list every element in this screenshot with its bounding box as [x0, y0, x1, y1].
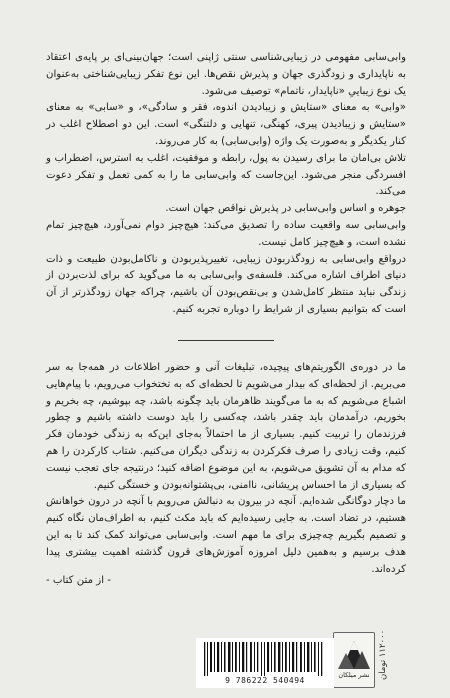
paragraph: وابی‌سابی مفهومی در زیبایی‌شناسی سنتی ژاپنی است؛ جهان‌بینی‌ای بر پایه‌ی اعتقاد به ناپایداری و زودگذری جهان و پذیرش نقص‌ها. این نوع تفکر زیبایی‌شناختی به‌عنوان یک نوع زیباییِ «ناپایدار، ناتمام» توصیف می‌شود.: [46, 52, 406, 97]
paragraph: ما دچار دوگانگی شده‌ایم. آنچه در بیرون به دنبالش می‌رویم با آنچه در درون خواهانش هستیم، در تضاد است. به جایی رسیده‌ایم که باید مکث کنیم، به اطراف‌مان نگاه کنیم و تصمیم بگیریم چه‌چیزی برای ما مهم است. وابی‌سابی می‌تواند کمک کند تا به این هدف برسیم و به‌همین دلیل امروزه آموزش‌های قرون گذشته اهمیت بیشتری پیدا کرده‌اند.: [46, 496, 406, 575]
barcode-icon: [202, 642, 328, 676]
paragraph: تلاش بی‌امان ما برای رسیدن به پول، رابطه و موفقیت، اغلب به استرس، اضطراب و افسردگی منجر می‌شود. این‌جاست که وابی‌سابی ما را به کمی تعمل و تفکر دعوت می‌کند.: [46, 152, 406, 198]
paragraph: وابی‌سابی سه واقعیت ساده را تصدیق می‌کند: هیچ‌چیز دوام نمی‌آورد، هیچ‌چیز تمام نشده است، و هیچ‌چیز کامل نیست.: [46, 219, 406, 248]
source-attribution: - از متن کتاب -: [46, 575, 111, 586]
intro-text-block: [46, 50, 406, 319]
paragraph: ما در دوره‌ی الگوریتم‌های پیچیده، تبلیغات آنی و حضور اطلاعات در همه‌جا به سر می‌بریم. از لحظه‌ای که بیدار می‌شویم تا لحظه‌ای که به تختخواب می‌رویم، با پیام‌هایی اشباع می‌شویم که به ما می‌گویند ظاهرمان باید چگونه باشد، چه بپوشیم، چه بخریم و بخوریم، درآمدمان باید چقدر باشد، چه‌کسی را باید دوست داشته باشیم و چطور فرزندمان را تربیت کنیم. بسیاری از ما احتمالاً به‌جای این‌که به زندگی خودمان فکر کنیم، وقت زیادی را صرف فکرکردن به زندگی دیگران می‌کنیم. شتاب کارکردن را هم که مدام به آن تشویق می‌شویم، به این موضوع اضافه کنید؛ درنتیجه جای تعجب نیست که بسیاری از ما احساس پریشانی، ناامنی، بی‌پشتوانه‌بودن و خستگی کنیم.: [46, 362, 406, 491]
paragraph: جوهره و اساس وابی‌سابی در پذیرش نواقص جهان است.: [165, 203, 406, 215]
publisher-name: نشر میلکان: [338, 671, 370, 679]
price-label: ۱۱۲۰۰۰ تومان: [378, 630, 388, 681]
section-divider: [178, 340, 274, 341]
cover-footer: [0, 622, 450, 698]
paragraph: درواقع وابی‌سابی به زودگذربودن زیبایی، تغییرپذیربودن و ناکامل‌بودن طبیعت و ذات دنیای اطراف اشاره می‌کند. فلسفه‌ی وابی‌سابی به ما می‌گوید که برای لذت‌بردن از زندگی نباید منتظر کامل‌شدن و بی‌نقص‌بودن آن باشیم، چراکه جهان زودگذرتر از آن است که بتوانیم بسیاری از شرایط را دوباره تجربه کنیم.: [46, 253, 406, 315]
isbn-barcode: [196, 638, 334, 688]
paragraph: «وابی» به معنای «ستایش و زیبادیدن اندوه، فقر و سادگی»، و «سابی» به معنای «ستایش و زیبادیدن پیری، کهنگی، تنهایی و دلتنگی» است. این دو اصطلاح اغلب در کنار یکدیگر و به‌صورت یک واژه (وابی‌سابی) به کار می‌روند.: [46, 102, 406, 147]
isbn-number: 9 786222 540494: [225, 676, 305, 685]
excerpt-text-block: [46, 360, 406, 578]
publisher-logo: [333, 632, 375, 688]
